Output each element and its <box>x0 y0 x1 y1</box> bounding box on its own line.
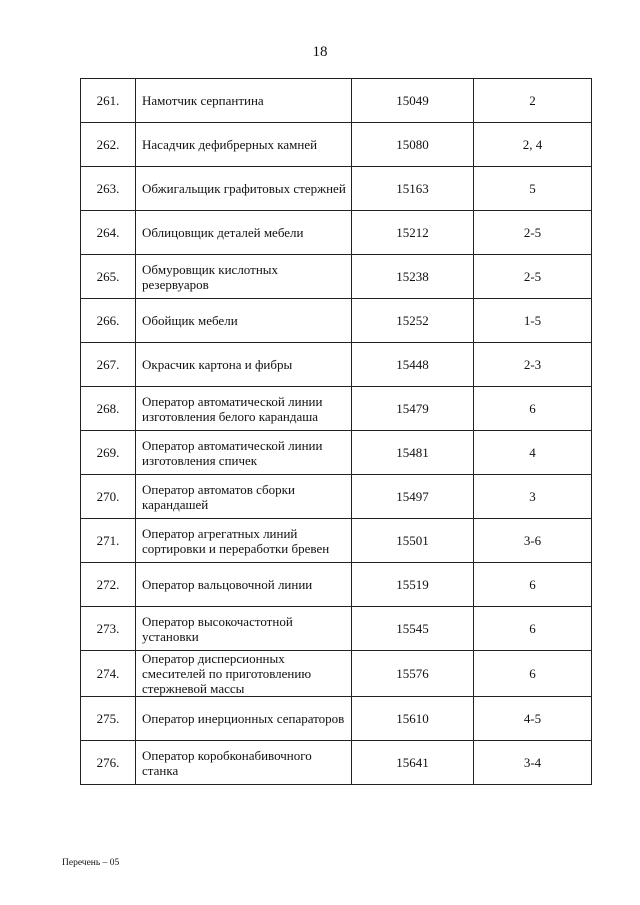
table-row <box>81 123 592 167</box>
occupation-code: 15545 <box>352 607 474 651</box>
row-number: 275. <box>81 697 136 741</box>
table-row <box>81 79 592 123</box>
grade-range: 2-5 <box>474 255 592 299</box>
occupation-name: Оператор автоматической линии изготовления белого карандаша <box>136 387 352 431</box>
grade-range: 6 <box>474 651 592 697</box>
row-number: 265. <box>81 255 136 299</box>
occupation-name: Намотчик серпантина <box>136 79 352 123</box>
occupation-name: Оператор высокочастотной установки <box>136 607 352 651</box>
table-row <box>81 741 592 785</box>
table-row <box>81 475 592 519</box>
grade-range: 4-5 <box>474 697 592 741</box>
occupations-table <box>80 78 592 785</box>
occupation-code: 15080 <box>352 123 474 167</box>
row-number: 266. <box>81 299 136 343</box>
occupation-name: Обмуровщик кислотных резервуаров <box>136 255 352 299</box>
table-row <box>81 431 592 475</box>
occupation-name: Оператор агрегатных линий сортировки и переработки бревен <box>136 519 352 563</box>
row-number: 268. <box>81 387 136 431</box>
row-number: 270. <box>81 475 136 519</box>
table-row <box>81 607 592 651</box>
row-number: 271. <box>81 519 136 563</box>
row-number: 276. <box>81 741 136 785</box>
row-number: 262. <box>81 123 136 167</box>
page-number: 18 <box>312 44 328 60</box>
grade-range: 3-6 <box>474 519 592 563</box>
occupation-code: 15479 <box>352 387 474 431</box>
occupation-code: 15163 <box>352 167 474 211</box>
table-row <box>81 519 592 563</box>
table-row <box>81 299 592 343</box>
occupation-name: Окрасчик картона и фибры <box>136 343 352 387</box>
grade-range: 2 <box>474 79 592 123</box>
occupation-code: 15501 <box>352 519 474 563</box>
row-number: 269. <box>81 431 136 475</box>
table-row <box>81 697 592 741</box>
grade-range: 1-5 <box>474 299 592 343</box>
occupation-name: Насадчик дефибрерных камней <box>136 123 352 167</box>
table-row <box>81 211 592 255</box>
occupation-name: Обойщик мебели <box>136 299 352 343</box>
grade-range: 5 <box>474 167 592 211</box>
grade-range: 4 <box>474 431 592 475</box>
occupation-name: Оператор автоматов сборки карандашей <box>136 475 352 519</box>
table-row <box>81 387 592 431</box>
row-number: 274. <box>81 651 136 697</box>
occupation-code: 15497 <box>352 475 474 519</box>
grade-range: 3-4 <box>474 741 592 785</box>
grade-range: 6 <box>474 563 592 607</box>
occupation-name: Оператор автоматической линии изготовления спичек <box>136 431 352 475</box>
table-row <box>81 167 592 211</box>
occupation-code: 15641 <box>352 741 474 785</box>
occupation-name: Оператор коробконабивочного станка <box>136 741 352 785</box>
occupation-code: 15519 <box>352 563 474 607</box>
grade-range: 2-5 <box>474 211 592 255</box>
row-number: 272. <box>81 563 136 607</box>
table-body <box>81 79 592 785</box>
occupation-code: 15610 <box>352 697 474 741</box>
row-number: 263. <box>81 167 136 211</box>
grade-range: 2-3 <box>474 343 592 387</box>
grade-range: 2, 4 <box>474 123 592 167</box>
occupation-code: 15448 <box>352 343 474 387</box>
grade-range: 3 <box>474 475 592 519</box>
occupation-code: 15252 <box>352 299 474 343</box>
occupation-name: Оператор инерционных сепараторов <box>136 697 352 741</box>
occupation-name: Оператор дисперсионных смесителей по приготовлению стержневой массы <box>136 651 352 697</box>
table-row <box>81 651 592 697</box>
occupation-code: 15049 <box>352 79 474 123</box>
occupation-name: Оператор вальцовочной линии <box>136 563 352 607</box>
row-number: 264. <box>81 211 136 255</box>
footer-label: Перечень – 05 <box>62 858 120 868</box>
row-number: 261. <box>81 79 136 123</box>
table-row <box>81 343 592 387</box>
occupation-code: 15576 <box>352 651 474 697</box>
occupation-name: Облицовщик деталей мебели <box>136 211 352 255</box>
grade-range: 6 <box>474 607 592 651</box>
row-number: 267. <box>81 343 136 387</box>
occupation-code: 15212 <box>352 211 474 255</box>
row-number: 273. <box>81 607 136 651</box>
occupation-name: Обжигальщик графитовых стержней <box>136 167 352 211</box>
occupation-code: 15481 <box>352 431 474 475</box>
grade-range: 6 <box>474 387 592 431</box>
occupation-code: 15238 <box>352 255 474 299</box>
table-row <box>81 255 592 299</box>
table-row <box>81 563 592 607</box>
